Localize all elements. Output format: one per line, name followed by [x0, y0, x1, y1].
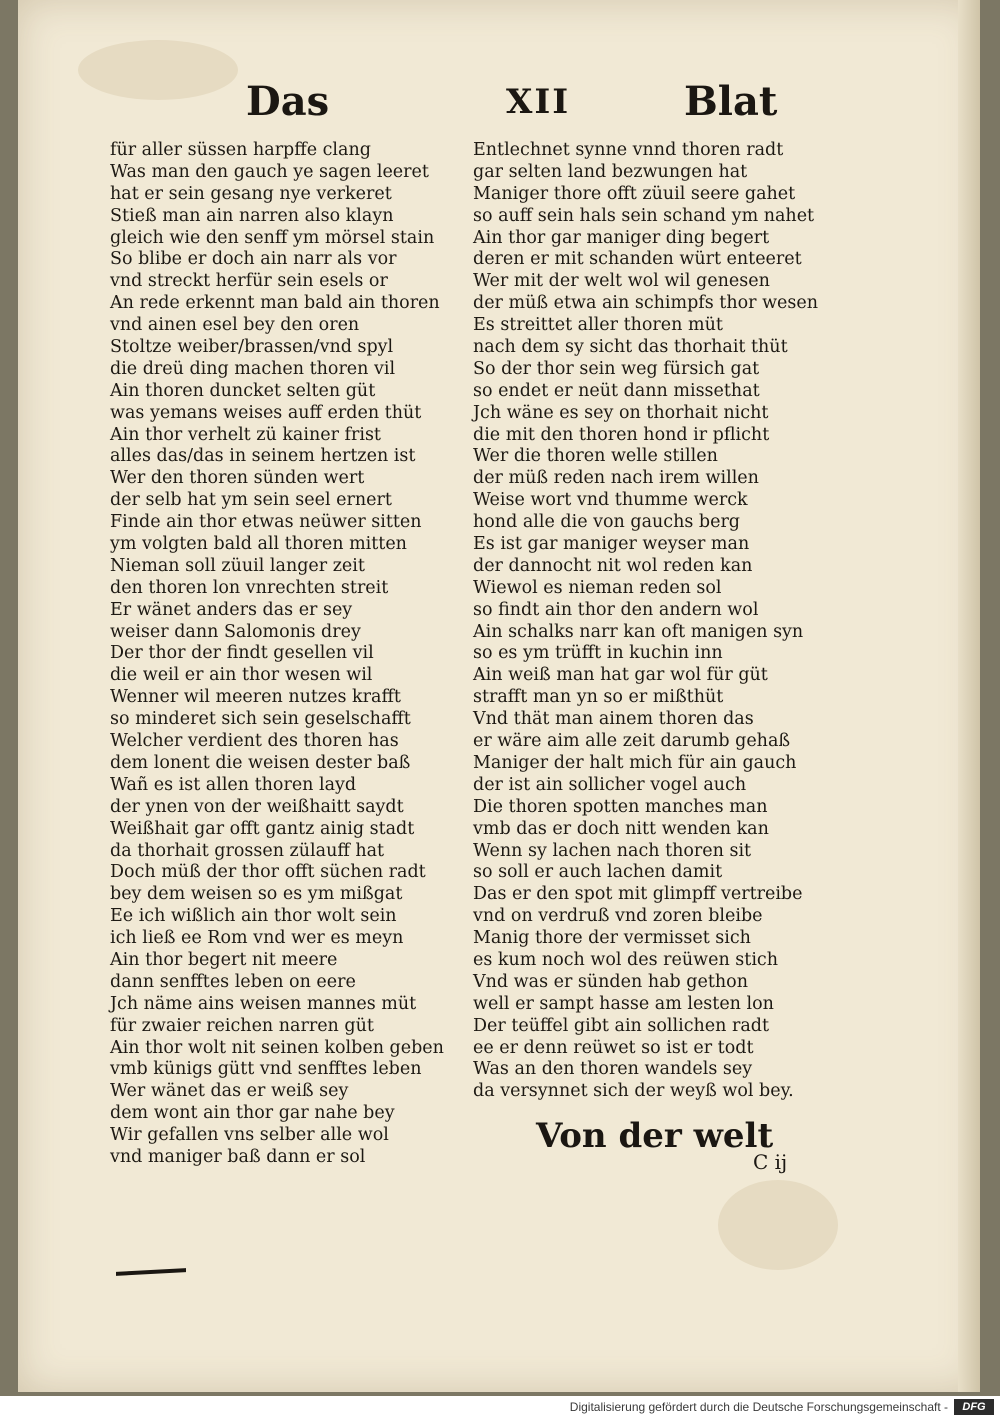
- text-line: Er wänet anders das er sey: [110, 599, 353, 620]
- text-line: Wenner wil meeren nutzes krafft: [110, 687, 401, 708]
- text-line: Maniger der halt mich für ain gauch: [473, 752, 797, 773]
- text-line: Ee ich wißlich ain thor wolt sein: [110, 906, 397, 927]
- text-line: Maniger thore offt züuil seere gahet: [473, 183, 796, 204]
- text-line: Wer den thoren sünden wert: [110, 468, 365, 489]
- text-line: Manig thore der vermisset sich: [473, 928, 751, 949]
- text-line: Vnd was er sünden hab gethon: [473, 971, 748, 992]
- text-line: Wir gefallen vns selber alle wol: [110, 1125, 389, 1146]
- text-line: ee er denn reüwet so ist er todt: [473, 1037, 754, 1058]
- book-page: [18, 0, 980, 1392]
- text-line: Wer mit der welt wol wil genesen: [473, 271, 770, 292]
- text-line: der müß etwa ain schimpfs thor wesen: [473, 293, 819, 314]
- text-line: ich ließ ee Rom vnd wer es meyn: [110, 928, 404, 949]
- text-line: der selb hat ym sein seel ernert: [110, 490, 392, 511]
- text-line: Wiewol es nieman reden sol: [473, 577, 722, 598]
- text-line: der ynen von der weißhaitt saydt: [110, 796, 404, 817]
- text-line: Der thor der findt gesellen vil: [110, 643, 374, 664]
- text-line: die weil er ain thor wesen wil: [110, 665, 373, 686]
- printer-flourish: [116, 1268, 186, 1276]
- text-line: So blibe er doch ain narr als vor: [110, 249, 397, 270]
- text-line: vnd on verdruß vnd zoren bleibe: [473, 906, 763, 927]
- text-line: die mit den thoren hond ir pflicht: [473, 424, 770, 445]
- text-line: Nieman soll züuil langer zeit: [110, 555, 365, 576]
- text-line: da thorhait grossen zülauff hat: [110, 840, 385, 861]
- text-line: vnd ainen esel bey den oren: [110, 315, 360, 336]
- text-line: vmb künigs gütt vnd senfftes leben: [110, 1059, 422, 1080]
- text-line: Wenn sy lachen nach thoren sit: [473, 840, 752, 861]
- text-line: Ain weiß man hat gar wol für güt: [473, 665, 768, 686]
- text-line: es kum noch wol des reüwen stich: [473, 949, 778, 970]
- text-line: er wäre aim alle zeit darumb gehaß: [473, 731, 791, 752]
- text-line: An rede erkennt man bald ain thoren: [110, 293, 440, 314]
- left-text-column: [110, 140, 444, 1169]
- text-line: da versynnet sich der weyß wol bey.: [473, 1081, 794, 1102]
- text-line: Welcher verdient des thoren has: [110, 731, 399, 752]
- text-line: Ain thor wolt nit seinen kolben geben: [110, 1037, 444, 1058]
- text-line: dann senfftes leben on eere: [110, 971, 356, 992]
- right-text-column: [473, 140, 818, 1103]
- text-line: so minderet sich sein geselschafft: [110, 709, 411, 730]
- text-line: für zwaier reichen narren güt: [110, 1015, 374, 1036]
- paper-stain: [718, 1180, 838, 1270]
- text-line: Wañ es ist allen thoren layd: [110, 774, 357, 795]
- footer-credit: Digitalisierung gefördert durch die Deutsche Forschungsgemeinschaft -: [569, 1400, 948, 1414]
- text-line: der müß reden nach irem willen: [473, 468, 759, 489]
- folio-number: XII: [506, 82, 571, 122]
- text-line: ym volgten bald all thoren mitten: [110, 534, 407, 555]
- text-line: der dannocht nit wol reden kan: [473, 555, 753, 576]
- text-line: Jch näme ains weisen mannes müt: [110, 993, 417, 1014]
- text-line: Es ist gar maniger weyser man: [473, 534, 750, 555]
- text-line: vnd streckt herfür sein esels or: [110, 271, 388, 292]
- text-line: Vnd thät man ainem thoren das: [473, 709, 754, 730]
- text-line: Ain thor verhelt zü kainer frist: [110, 424, 381, 445]
- page-edge: [958, 0, 980, 1392]
- text-line: die dreü ding machen thoren vil: [110, 358, 396, 379]
- text-line: dem wont ain thor gar nahe bey: [110, 1103, 395, 1124]
- text-line: Ain thor gar maniger ding begert: [473, 227, 770, 248]
- text-line: Ain schalks narr kan oft manigen syn: [473, 621, 804, 642]
- text-line: Wer die thoren welle stillen: [473, 446, 718, 467]
- text-line: gar selten land bezwungen hat: [473, 161, 748, 182]
- text-line: vnd maniger baß dann er sol: [110, 1146, 366, 1167]
- text-line: Doch müß der thor offt süchen radt: [110, 862, 426, 883]
- text-line: hat er sein gesang nye verkeret: [110, 183, 392, 204]
- text-line: vmb das er doch nitt wenden kan: [473, 818, 769, 839]
- text-line: nach dem sy sicht das thorhait thüt: [473, 337, 788, 358]
- text-line: hond alle die von gauchs berg: [473, 512, 741, 533]
- section-heading: Von der welt: [536, 1116, 774, 1156]
- text-line: so auff sein hals sein schand ym nahet: [473, 205, 815, 226]
- text-line: Stieß man ain narren also klayn: [110, 205, 394, 226]
- text-line: Es streittet aller thoren müt: [473, 315, 723, 336]
- text-line: so findt ain thor den andern wol: [473, 599, 759, 620]
- text-line: Was man den gauch ye sagen leeret: [110, 161, 429, 182]
- text-line: strafft man yn so er mißthüt: [473, 687, 724, 708]
- running-head-right: Blat: [684, 78, 778, 125]
- text-line: Die thoren spotten manches man: [473, 796, 768, 817]
- text-line: den thoren lon vnrechten streit: [110, 577, 389, 598]
- text-line: So der thor sein weg fürsich gat: [473, 358, 760, 379]
- text-line: so endet er neüt dann missethat: [473, 380, 760, 401]
- text-line: bey dem weisen so es ym mißgat: [110, 884, 403, 905]
- text-line: deren er mit schanden würt enteeret: [473, 249, 802, 270]
- dfg-logo: DFG: [954, 1399, 994, 1415]
- text-line: Jch wäne es sey on thorhait nicht: [473, 402, 769, 423]
- text-line: Weise wort vnd thumme werck: [473, 490, 748, 511]
- digitization-footer: [0, 1396, 1000, 1419]
- text-line: so soll er auch lachen damit: [473, 862, 723, 883]
- text-line: für aller süssen harpffe clang: [110, 140, 371, 160]
- text-line: was yemans weises auff erden thüt: [110, 402, 422, 423]
- text-line: der ist ain sollicher vogel auch: [473, 774, 747, 795]
- text-line: well er sampt hasse am lesten lon: [473, 993, 774, 1014]
- text-line: Der teüffel gibt ain sollichen radt: [473, 1015, 769, 1036]
- text-line: Ain thoren duncket selten güt: [110, 380, 376, 401]
- text-line: alles das/das in seinem hertzen ist: [110, 446, 416, 467]
- text-line: Stoltze weiber/brassen/vnd spyl: [110, 337, 394, 358]
- text-line: Entlechnet synne vnnd thoren radt: [473, 140, 784, 160]
- text-line: dem lonent die weisen dester baß: [110, 752, 411, 773]
- text-line: Finde ain thor etwas neüwer sitten: [110, 512, 422, 533]
- running-head-left: Das: [246, 78, 330, 125]
- text-line: Ain thor begert nit meere: [110, 949, 338, 970]
- signature-mark: C ij: [753, 1150, 788, 1174]
- text-line: Was an den thoren wandels sey: [473, 1059, 753, 1080]
- text-line: Wer wänet das er weiß sey: [110, 1081, 349, 1102]
- text-line: weiser dann Salomonis drey: [110, 621, 361, 642]
- text-line: so es ym trüfft in kuchin inn: [473, 643, 723, 664]
- text-line: Das er den spot mit glimpff vertreibe: [473, 884, 803, 905]
- text-line: gleich wie den senff ym mörsel stain: [110, 227, 435, 248]
- text-line: Weißhait gar offt gantz ainig stadt: [110, 818, 415, 839]
- running-head: [18, 78, 980, 128]
